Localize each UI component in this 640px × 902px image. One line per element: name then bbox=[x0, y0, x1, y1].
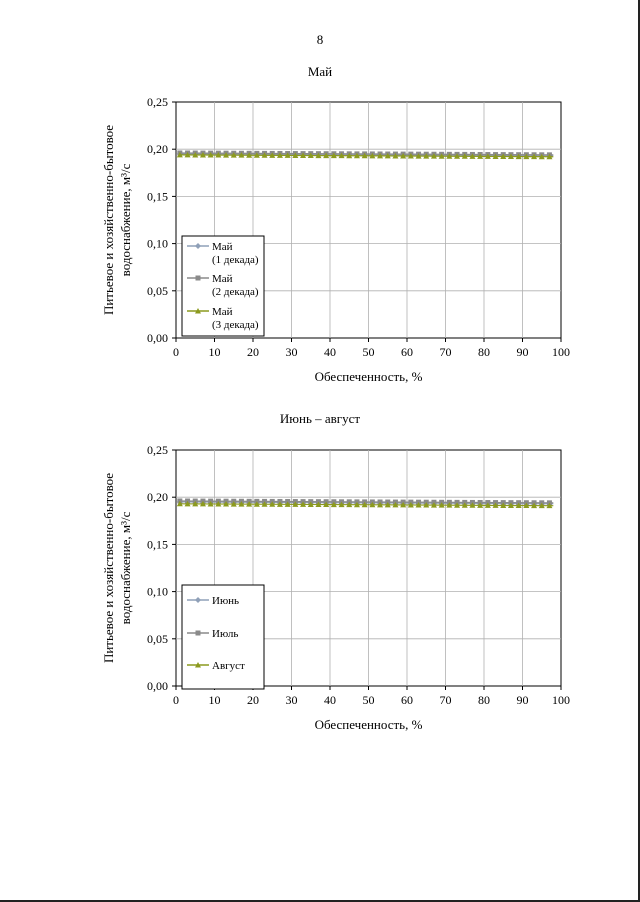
chart-2-x-tick-label: 80 bbox=[478, 693, 490, 707]
chart-1-x-tick-label: 50 bbox=[362, 345, 375, 359]
chart-2-y-tick-label: 0,10 bbox=[147, 584, 168, 599]
chart-1-title: Май bbox=[307, 64, 333, 79]
chart-1-x-tick-label: 40 bbox=[324, 345, 336, 359]
chart-2-y-tick-label: 0,25 bbox=[147, 443, 168, 457]
chart-2-y-tick-label: 0,00 bbox=[147, 679, 168, 693]
chart-2-title: Июнь – август bbox=[279, 411, 361, 426]
chart-1-x-tick-label: 10 bbox=[208, 345, 221, 359]
chart-2-x-tick-label: 90 bbox=[516, 693, 529, 707]
chart-2-x-tick-label: 50 bbox=[362, 693, 375, 707]
chart-2-x-tick-label: 20 bbox=[247, 693, 259, 707]
chart-2-y-tick-label: 0,20 bbox=[147, 490, 168, 505]
chart-may bbox=[0, 80, 640, 400]
chart-1-legend-sublabel-3: (3 декада) bbox=[212, 319, 259, 331]
chart-2-x-tick-label: 0 bbox=[173, 693, 179, 707]
chart-2-y-axis-title-line1: Питьевое и хозяйственно-бытовое bbox=[101, 472, 116, 664]
chart-2-x-axis-title: Обеспеченность, % bbox=[314, 717, 423, 732]
chart-1-legend-label-1: Май bbox=[212, 241, 233, 253]
chart-2-y-tick-label: 0,15 bbox=[147, 537, 168, 552]
chart-1-x-axis-title: Обеспеченность, % bbox=[314, 369, 423, 384]
chart-1-legend-sublabel-2: (2 декада) bbox=[212, 286, 259, 298]
chart-2-legend-label-3: Август bbox=[212, 660, 245, 672]
chart-june-august bbox=[0, 428, 640, 748]
chart-1-y-tick-label: 0,10 bbox=[147, 236, 168, 251]
chart-1-y-axis-title-line2: водоснабжение, м³/с bbox=[118, 163, 133, 277]
chart-2-x-tick-label: 70 bbox=[439, 693, 452, 707]
chart-1-y-tick-label: 0,00 bbox=[147, 331, 168, 345]
chart-2-legend-label-1: Июнь bbox=[212, 595, 240, 607]
chart-1-x-tick-label: 30 bbox=[285, 345, 298, 359]
chart-2-legend-label-2: Июль bbox=[212, 628, 239, 640]
chart-1-y-tick-label: 0,05 bbox=[147, 283, 168, 298]
chart-2-x-tick-label: 40 bbox=[324, 693, 336, 707]
chart-1-legend-label-3: Май bbox=[212, 306, 233, 318]
chart-1-x-tick-label: 100 bbox=[552, 345, 570, 359]
chart-1-legend-marker-2 bbox=[196, 276, 201, 281]
chart-1-x-tick-label: 70 bbox=[439, 345, 452, 359]
chart-2-x-tick-label: 100 bbox=[552, 693, 570, 707]
chart-2-x-tick-label: 30 bbox=[285, 693, 298, 707]
chart-1-y-tick-label: 0,25 bbox=[147, 95, 168, 109]
chart-2-y-axis-title-line2: водоснабжение, м³/с bbox=[118, 511, 133, 625]
chart-1-x-tick-label: 20 bbox=[247, 345, 259, 359]
chart-1-x-tick-label: 90 bbox=[516, 345, 529, 359]
chart-1-x-tick-label: 0 bbox=[173, 345, 179, 359]
chart-2-legend-marker-2 bbox=[196, 631, 201, 636]
chart-2-x-tick-label: 60 bbox=[401, 693, 413, 707]
chart-2-x-tick-label: 10 bbox=[208, 693, 221, 707]
chart-1-x-tick-label: 80 bbox=[478, 345, 490, 359]
chart-1-y-axis-title-line1: Питьевое и хозяйственно-бытовое bbox=[101, 124, 116, 316]
chart-1-legend-sublabel-1: (1 декада) bbox=[212, 254, 259, 266]
chart-1-y-tick-label: 0,20 bbox=[147, 142, 168, 157]
chart-1-x-tick-label: 60 bbox=[401, 345, 413, 359]
chart-1-legend-label-2: Май bbox=[212, 273, 233, 285]
page-number: 8 bbox=[316, 32, 324, 47]
chart-1-y-tick-label: 0,15 bbox=[147, 189, 168, 204]
chart-2-y-tick-label: 0,05 bbox=[147, 631, 168, 646]
